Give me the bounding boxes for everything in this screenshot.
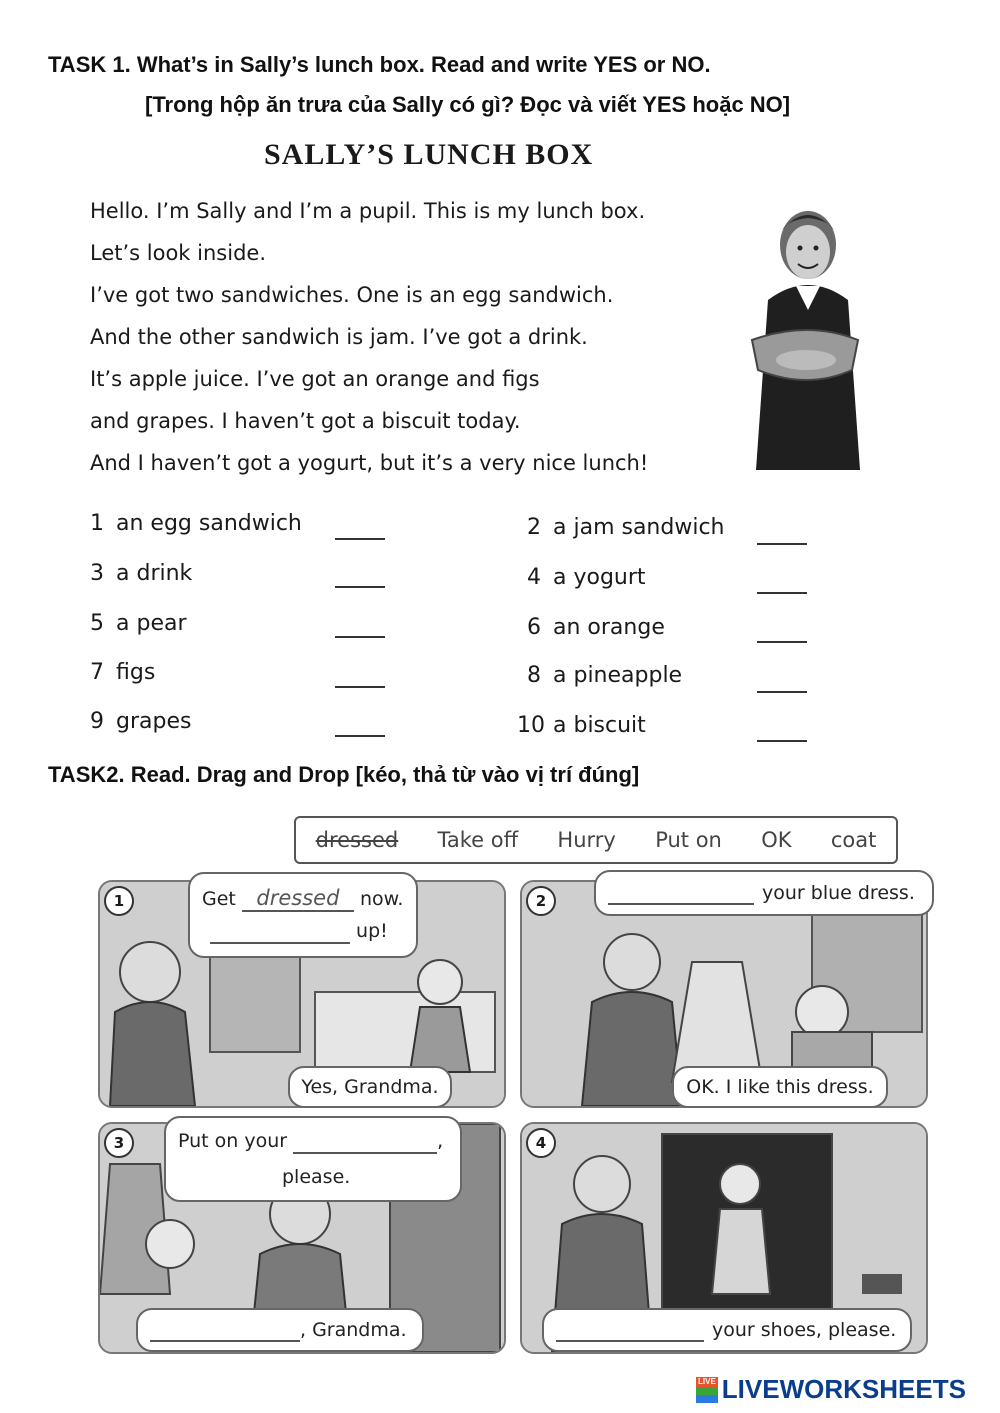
speech-bubble-sally-3 xyxy=(136,1308,424,1352)
question-number: 2 xyxy=(527,515,541,540)
logo-mark-icon xyxy=(696,1377,718,1403)
question-text: a yogurt xyxy=(553,565,646,590)
word-bank-item[interactable]: Take off xyxy=(437,828,519,852)
drop-zone-hurry[interactable] xyxy=(210,920,350,944)
question-number: 10 xyxy=(517,713,545,738)
logo-mark: LIVE xyxy=(698,1376,716,1386)
panel-number: 3 xyxy=(104,1128,134,1158)
speech-bubble-grandma-1 xyxy=(188,872,418,958)
answer-blank-10[interactable] xyxy=(757,740,807,742)
word-bank-item[interactable]: OK xyxy=(761,828,792,852)
answer-blank-7[interactable] xyxy=(335,686,385,688)
story-heading: SALLY’S LUNCH BOX xyxy=(264,138,594,171)
bubble-text: , Grandma. xyxy=(300,1319,407,1341)
question-number: 7 xyxy=(90,660,104,685)
question-number: 8 xyxy=(527,663,541,688)
word-bank-item[interactable]: Put on xyxy=(655,828,722,852)
story-line: And I haven’t got a yogurt, but it’s a very nice lunch! xyxy=(90,451,649,475)
task2-title: TASK2. Read. Drag and Drop [kéo, thả từ vào vị trí đúng] xyxy=(48,762,640,787)
question-2 xyxy=(527,515,725,540)
bubble-text: Get xyxy=(202,888,236,910)
question-number: 4 xyxy=(527,565,541,590)
question-10 xyxy=(517,713,646,738)
question-number: 1 xyxy=(90,511,104,536)
question-text: a drink xyxy=(116,561,193,586)
word-bank xyxy=(294,816,898,864)
speech-bubble-grandma-3 xyxy=(164,1116,462,1202)
question-number: 3 xyxy=(90,561,104,586)
story-line: I’ve got two sandwiches. One is an egg sandwich. xyxy=(90,283,614,307)
answer-blank-3[interactable] xyxy=(335,586,385,588)
word-bank-item[interactable]: Hurry xyxy=(557,828,616,852)
question-6 xyxy=(527,615,665,640)
question-text: grapes xyxy=(116,709,192,734)
story-line: It’s apple juice. I’ve got an orange and figs xyxy=(90,367,540,391)
question-8 xyxy=(527,663,682,688)
question-1 xyxy=(90,511,302,536)
drop-zone-ok[interactable] xyxy=(150,1318,300,1342)
answer-blank-8[interactable] xyxy=(757,691,807,693)
question-text: a jam sandwich xyxy=(553,515,725,540)
story-line: Hello. I’m Sally and I’m a pupil. This is my lunch box. xyxy=(90,199,646,223)
question-text: an orange xyxy=(553,615,665,640)
drop-zone-dressed[interactable]: dressed xyxy=(242,886,354,912)
answer-blank-9[interactable] xyxy=(335,735,385,737)
bubble-text: , xyxy=(437,1130,444,1152)
question-9 xyxy=(90,709,191,734)
word-bank-item[interactable]: coat xyxy=(830,828,877,852)
task1-title: TASK 1. What’s in Sally’s lunch box. Read and write YES or NO. xyxy=(48,52,711,77)
answer-blank-1[interactable] xyxy=(335,538,385,540)
bubble-text: Put on your xyxy=(178,1130,288,1152)
task1-subtitle: [Trong hộp ăn trưa của Sally có gì? Đọc và viết YES hoặc NO] xyxy=(145,92,791,117)
question-number: 6 xyxy=(527,615,541,640)
sally-photo xyxy=(748,190,868,470)
drop-zone-put-on[interactable] xyxy=(608,881,754,905)
story-line: And the other sandwich is jam. I’ve got a drink. xyxy=(90,325,588,349)
bubble-text: your shoes, please. xyxy=(712,1319,897,1341)
story-line: Let’s look inside. xyxy=(90,241,266,265)
question-4 xyxy=(527,565,646,590)
question-text: an egg sandwich xyxy=(116,511,302,536)
question-5 xyxy=(90,611,187,636)
speech-bubble-sally-1: Yes, Grandma. xyxy=(288,1066,452,1108)
question-text: a biscuit xyxy=(553,713,646,738)
answer-blank-5[interactable] xyxy=(335,636,385,638)
question-number: 9 xyxy=(90,709,104,734)
question-text: figs xyxy=(116,660,156,685)
panel-number: 4 xyxy=(526,1128,556,1158)
question-text: a pineapple xyxy=(553,663,683,688)
drop-zone-coat[interactable] xyxy=(293,1130,437,1154)
answer-blank-4[interactable] xyxy=(757,592,807,594)
speech-bubble-grandma-2 xyxy=(594,870,934,916)
bubble-text: up! xyxy=(356,920,388,942)
bubble-text: your blue dress. xyxy=(762,882,915,904)
panel-number: 2 xyxy=(526,886,556,916)
question-3 xyxy=(90,561,192,586)
logo-text: LIVEWORKSHEETS xyxy=(721,1374,966,1404)
liveworksheets-logo[interactable] xyxy=(696,1374,966,1405)
question-7 xyxy=(90,660,155,685)
bubble-text: please. xyxy=(282,1166,351,1188)
drop-zone-take-off[interactable] xyxy=(556,1318,704,1342)
question-number: 5 xyxy=(90,611,104,636)
question-text: a pear xyxy=(116,611,187,636)
bubble-text: now. xyxy=(359,888,404,910)
answer-blank-6[interactable] xyxy=(757,641,807,643)
speech-bubble-sally-2: OK. I like this dress. xyxy=(672,1066,888,1108)
answer-blank-2[interactable] xyxy=(757,543,807,545)
story-line: and grapes. I haven’t got a biscuit today. xyxy=(90,409,521,433)
story-text xyxy=(90,190,648,484)
panel-number: 1 xyxy=(104,886,134,916)
word-bank-item[interactable]: dressed xyxy=(315,828,399,852)
speech-bubble-grandma-4 xyxy=(542,1308,912,1352)
